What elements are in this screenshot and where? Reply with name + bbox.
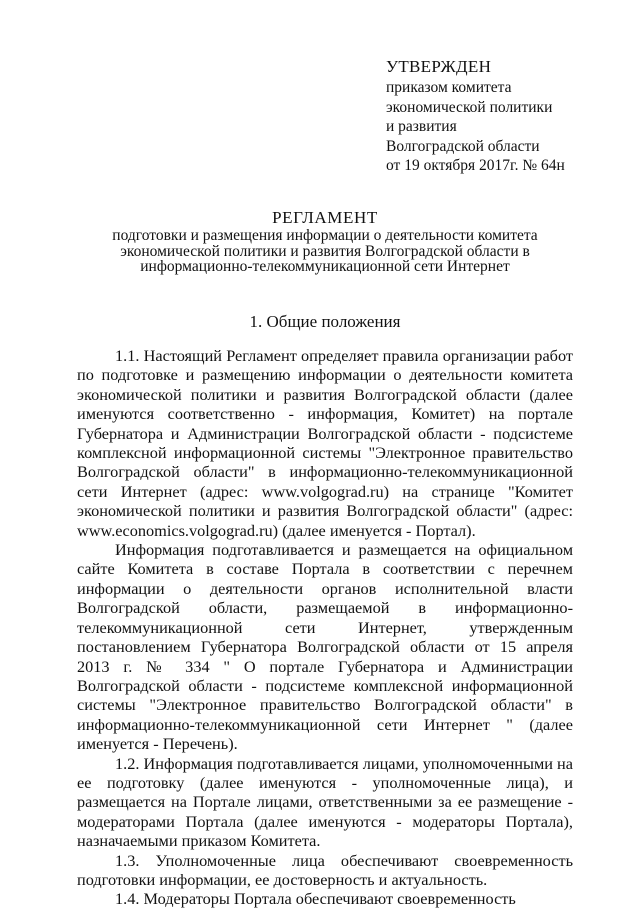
section-heading: 1. Общие положения bbox=[249, 312, 401, 331]
document-subtitle-line: информационно-телекоммуникационной сети Интернет bbox=[140, 258, 510, 275]
paragraph: 1.3. Уполномоченные лица обеспечивают своевременность подготовки информации, ее достоверность и актуальность. bbox=[77, 850, 573, 889]
paragraph: Информация подготавливается и размещается на официальном сайте Комитета в составе Портала в соответствии с перечнем информации о деятельности органов исполнительной власти Волгоградской области, размещаемой в информационно-телекоммуникационной сети Интернет, утвержденным постановлением Губернатора Волгоградской области от 15 апреля 2013 г. № 334 " О портале Губернатора и Администрации Волгоградской области - подсистеме комплексной информационной системы "Электронное правительство Волгоградской области" в информационно-телекоммуникационной сети Интернет " (далее именуется - Перечень). bbox=[77, 540, 573, 754]
section-body bbox=[77, 346, 573, 909]
approval-line: от 19 октября 2017г. № 64н bbox=[386, 157, 565, 174]
document-subtitle-line: экономической политики и развития Волгоградской области в bbox=[120, 242, 530, 260]
approval-line: и развития bbox=[386, 118, 457, 135]
document-subtitle-line: подготовки и размещения информации о деятельности комитета bbox=[112, 227, 538, 244]
approval-line: приказом комитета bbox=[386, 79, 512, 96]
document-title: РЕГЛАМЕНТ bbox=[272, 208, 378, 227]
approval-line: экономической политики bbox=[386, 98, 553, 116]
document-title-block bbox=[60, 208, 590, 275]
approval-line: Волгоградской области bbox=[386, 137, 540, 155]
paragraph: 1.4. Модераторы Портала обеспечивают своевременность bbox=[115, 889, 516, 909]
approval-heading: УТВЕРЖДЕН bbox=[386, 57, 492, 76]
approval-stamp bbox=[386, 56, 626, 176]
paragraph: 1.1. Настоящий Регламент определяет правила организации работ по подготовке и размещению информации о деятельности комитета экономической политики и развития Волгоградской области (далее именуются соответственно - информация, Комитет) на портале Губернатора и Администрации Волгоградской области - подсистеме комплексной информационной системы "Электронное правительство Волгоградской области" в информационно-телекоммуникационной сети Интернет (адрес: www.volgograd.ru) на странице "Комитет экономической политики и развития Волгоградской области" (адрес: www.economics.volgograd.ru) (далее именуется - Портал). bbox=[77, 346, 573, 540]
paragraph: 1.2. Информация подготавливается лицами, уполномоченными на ее подготовку (далее именуются - уполномоченные лица), и размещается на Портале лицами, ответственными за ее размещение - модераторами Портала (далее именуются - модераторы Портала), назначаемыми приказом Комитета. bbox=[77, 753, 573, 851]
